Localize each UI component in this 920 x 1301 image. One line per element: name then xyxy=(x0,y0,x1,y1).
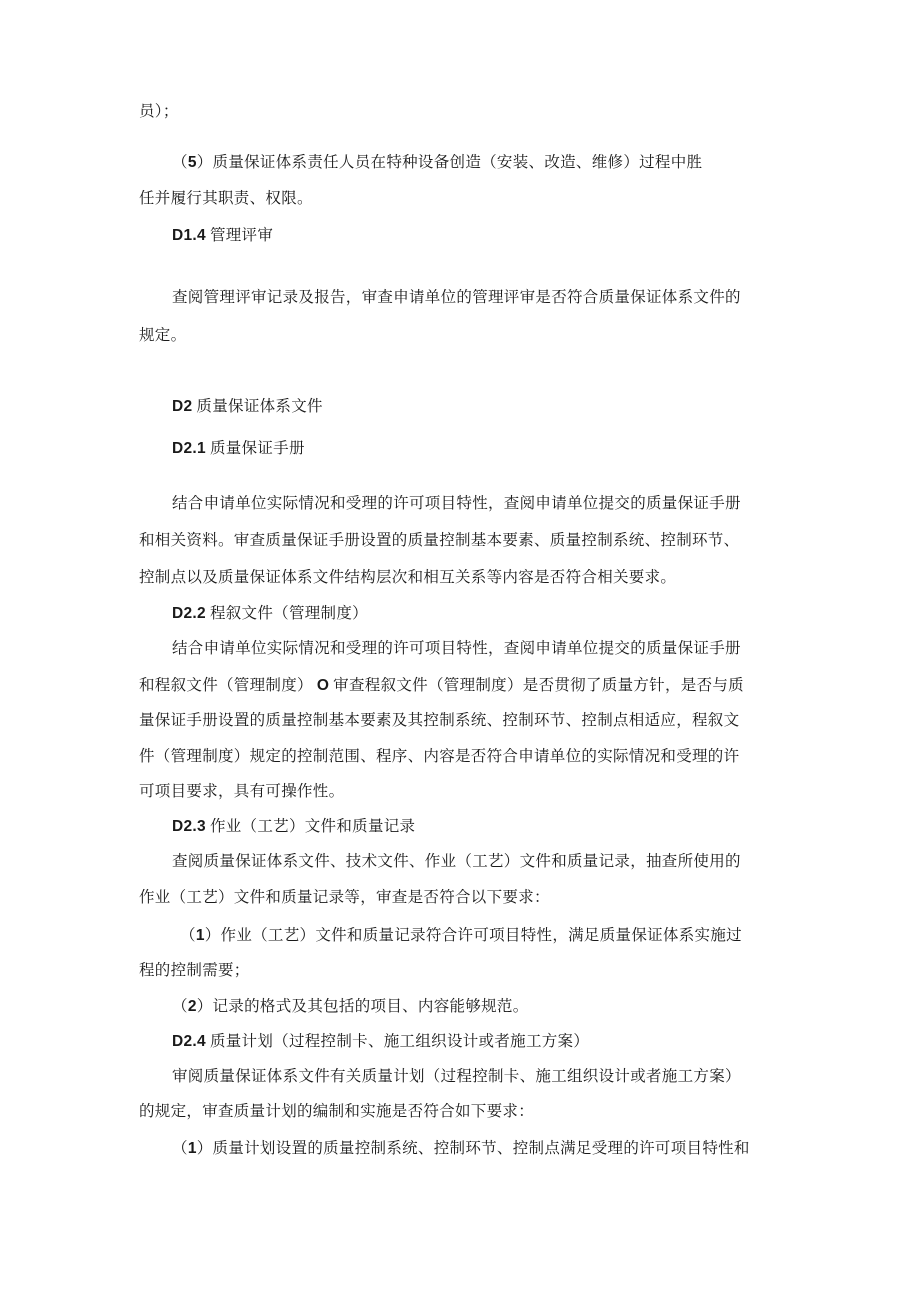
paragraph-line xyxy=(139,675,744,696)
item-text: ）质量计划设置的质量控制系统、控制环节、控制点满足受理的许可项目特性和 xyxy=(196,1139,750,1157)
item-text: ）作业（工艺）文件和质量记录符合许可项目特性，满足质量保证体系实施过 xyxy=(204,926,742,944)
text-span: 件（管理制度）规定的控制范围、程序、内容是否符合申请单位的实际情况和受理的许 xyxy=(139,747,740,765)
paren-open: （ xyxy=(172,997,188,1015)
list-item-1 xyxy=(172,1138,750,1159)
list-item-2 xyxy=(172,996,529,1017)
paragraph-line xyxy=(139,781,344,801)
item-text: ）质量保证体系责任人员在特种设备创造（安装、改造、维修）过程中胜 xyxy=(196,153,703,171)
text-span: 查阅质量保证体系文件、技术文件、作业（工艺）文件和质量记录，抽查所使用的 xyxy=(172,852,741,870)
section-title: 质量保证体系文件 xyxy=(196,397,323,415)
item-text: ）记录的格式及其包括的项目、内容能够规范。 xyxy=(196,997,529,1015)
paragraph-line xyxy=(139,960,250,980)
section-heading-d2-3 xyxy=(172,816,415,837)
item-number: 2 xyxy=(187,998,197,1015)
paren-open: （ xyxy=(172,1139,188,1157)
text-span: 作业（工艺）文件和质量记录等，审查是否符合以下要求： xyxy=(139,888,550,906)
section-heading-d2-2 xyxy=(172,603,368,624)
paragraph-line xyxy=(172,493,741,513)
section-number: D1.4 xyxy=(172,227,206,244)
section-heading-d1-4 xyxy=(172,225,273,246)
text-span: 结合申请单位实际情况和受理的许可项目特性，查阅申请单位提交的质量保证手册 xyxy=(172,639,741,657)
text-span: O xyxy=(316,677,330,694)
text-span: 任并履行其职责、权限。 xyxy=(139,189,313,207)
text-line xyxy=(139,101,179,121)
paragraph-line xyxy=(139,887,550,907)
text-span: 员）； xyxy=(139,102,179,120)
list-item-5 xyxy=(172,152,702,173)
paragraph-line xyxy=(172,1066,741,1086)
paren-open: （ xyxy=(180,926,196,944)
paragraph-line xyxy=(139,325,186,345)
paragraph-line xyxy=(139,530,739,550)
section-title: 质量保证手册 xyxy=(209,439,305,457)
section-title: 程叙文件（管理制度） xyxy=(209,604,368,622)
text-span: 可项目要求，具有可操作性。 xyxy=(139,782,345,800)
text-span: 审阅质量保证体系文件有关质量计划（过程控制卡、施工组织设计或者施工方案） xyxy=(172,1067,741,1085)
section-number: D2 xyxy=(172,398,193,415)
item-number: 1 xyxy=(187,1140,197,1157)
text-span: 量保证手册设置的质量控制基本要素及其控制系统、控制环节、控制点相适应，程叙文 xyxy=(139,711,740,729)
text-span: 规定。 xyxy=(139,326,187,344)
list-item-1 xyxy=(180,925,742,946)
section-title: 质量计划（过程控制卡、施工组织设计或者施工方案） xyxy=(209,1032,590,1050)
paragraph-line xyxy=(172,287,741,307)
paren-open: （ xyxy=(172,153,188,171)
paragraph-line xyxy=(139,746,739,766)
section-number: D2.1 xyxy=(172,440,206,457)
text-span: 的规定，审查质量计划的编制和实施是否符合如下要求： xyxy=(139,1102,535,1120)
paragraph-line xyxy=(139,1101,534,1121)
paragraph-line xyxy=(139,567,676,587)
section-title: 作业（工艺）文件和质量记录 xyxy=(209,817,416,835)
text-span: 和程叙文件（管理制度） xyxy=(139,676,313,694)
text-line xyxy=(139,188,313,208)
section-number: D2.4 xyxy=(172,1033,206,1050)
section-number: D2.3 xyxy=(172,818,206,835)
section-number: D2.2 xyxy=(172,605,206,622)
paragraph-line xyxy=(139,710,739,730)
text-span: 控制点以及质量保证体系文件结构层次和相互关系等内容是否符合相关要求。 xyxy=(139,568,677,586)
text-span: 结合申请单位实际情况和受理的许可项目特性，查阅申请单位提交的质量保证手册 xyxy=(172,494,741,512)
item-number: 5 xyxy=(187,154,197,171)
section-title: 管理评审 xyxy=(209,226,274,244)
item-number: 1 xyxy=(195,927,205,944)
section-heading-d2 xyxy=(172,396,323,417)
text-span: 和相关资料。审查质量保证手册设置的质量控制基本要素、质量控制系统、控制环节、 xyxy=(139,531,740,549)
paragraph-line xyxy=(172,851,741,871)
text-span: 程的控制需要； xyxy=(139,961,250,979)
section-heading-d2-4 xyxy=(172,1031,589,1052)
paragraph-line xyxy=(172,638,741,658)
text-span: 查阅管理评审记录及报告，审查申请单位的管理评审是否符合质量保证体系文件的 xyxy=(172,288,741,306)
text-span: 审查程叙文件（管理制度）是否贯彻了质量方针，是否与质 xyxy=(333,676,744,694)
section-heading-d2-1 xyxy=(172,438,305,459)
